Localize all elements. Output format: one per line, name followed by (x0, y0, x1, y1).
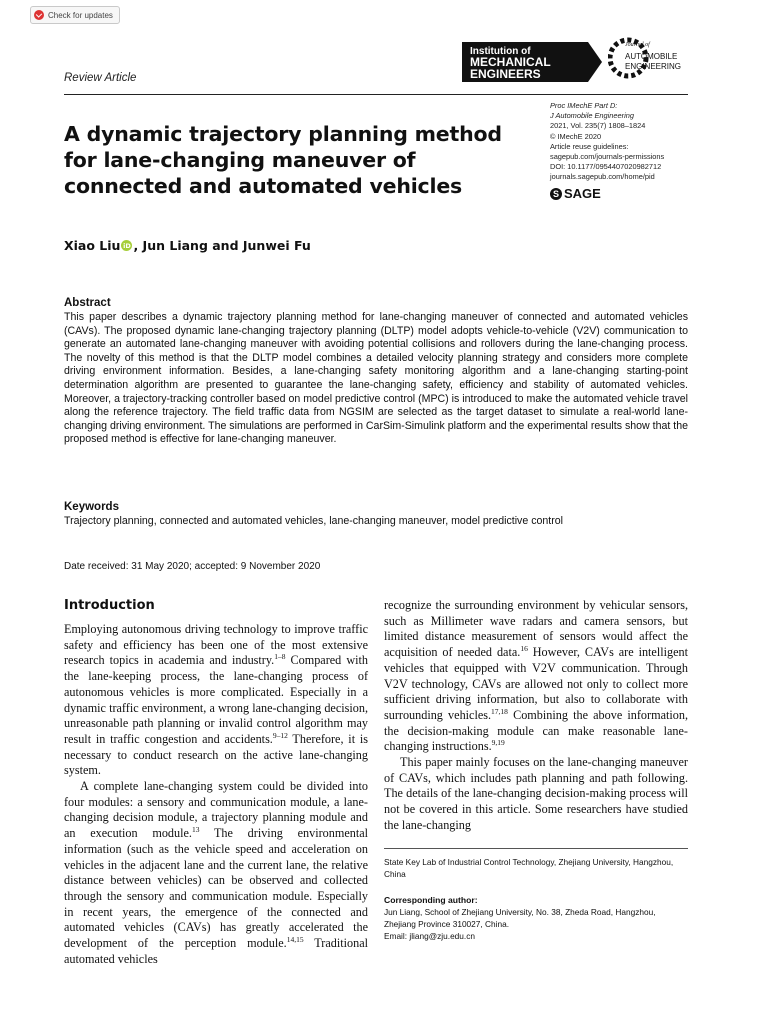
citation-ref[interactable]: 9,19 (491, 738, 505, 748)
journal-logo-line-2: AUTOMOBILE (625, 52, 678, 61)
article-dates: Date received: 31 May 2020; accepted: 9 November 2020 (64, 561, 321, 572)
paragraph (64, 622, 368, 779)
citation-ref[interactable]: 17,18 (491, 706, 508, 716)
author-list (64, 238, 311, 253)
corresponding-author-details (384, 906, 688, 942)
citation-ref[interactable]: 9–12 (272, 730, 288, 740)
author-rest: , Jun Liang and Junwei Fu (133, 238, 311, 253)
body-column-right (384, 598, 688, 834)
text-run: Therefore, it is necessary to conduct research on the active lane-changing system. (64, 731, 369, 778)
citation-ref[interactable]: 1–8 (274, 652, 286, 662)
keywords-text: Trajectory planning, connected and automated vehicles, lane-changing maneuver, model predictive control (64, 515, 563, 527)
journal-home-link[interactable]: journals.sagepub.com/home/pid (550, 172, 655, 182)
corresponding-author-address: Jun Liang, School of Zhejiang University, No. 38, Zheda Road, Hangzhou, Zhejiang Province 310027, China. (384, 907, 656, 929)
text-run: The driving environmental information (such as the vehicle speed and acceleration on vehicles in the adjacent lane and the current lane, the relative distance between vehicles) can be observed and collected through the sensory and communication module. Especially in recent years, the emergence of the connected and automated vehicles (CAVs) has greatly accelerated the development of the perception module. (64, 826, 369, 951)
logo-line-1: Institution of (470, 46, 531, 57)
imeche-logo (462, 40, 602, 84)
affiliation-note: State Key Lab of Industrial Control Technology, Zhejiang University, Hangzhou, China (384, 857, 674, 879)
citation-ref[interactable]: 13 (191, 825, 200, 835)
journal-info-line: J Automobile Engineering (550, 111, 634, 121)
sage-logo (550, 186, 601, 201)
citation-ref[interactable]: 16 (520, 644, 528, 654)
keywords-heading: Keywords (64, 501, 119, 513)
article-title: A dynamic trajectory planning method for lane-changing maneuver of connected and automated vehicles (64, 122, 502, 198)
journal-logo-line-1: Journal of (625, 42, 650, 48)
check-for-updates-badge[interactable] (30, 6, 120, 24)
text-run: Traditional automated vehicles (64, 936, 368, 966)
journal-logo-line-3: ENGINEERING (625, 62, 682, 71)
journal-info-line: © IMechE 2020 (550, 131, 602, 141)
automobile-engineering-logo (608, 32, 692, 84)
sage-s-icon: S (550, 188, 562, 200)
sage-logo-text: SAGE (564, 186, 601, 201)
footnote-rule (384, 848, 688, 849)
check-icon (34, 10, 44, 20)
paragraph: This paper mainly focuses on the lane-changing maneuver of CAVs, which includes path planning and path following. The details of the lane-changing decision-making process will not be covered in this article. Some researchers have studied the lane-changing (384, 755, 688, 832)
logo-line-3: ENGINEERS (470, 67, 541, 81)
text-run: Combining the above information, the decision-making module can make reasonable lane-changing instructions. (384, 707, 688, 754)
article-type-label: Review Article (64, 72, 137, 84)
citation-ref[interactable]: 14,15 (286, 935, 304, 944)
corresponding-author-email[interactable]: Email: jliang@zju.edu.cn (384, 931, 475, 941)
orcid-icon[interactable]: iD (123, 241, 131, 250)
journal-info-line: Proc IMechE Part D: (550, 101, 618, 110)
abstract-heading: Abstract (64, 297, 111, 309)
paragraph (384, 598, 688, 755)
author-first[interactable]: Xiao Liu (64, 238, 121, 253)
journal-info (550, 101, 690, 183)
check-for-updates-label: Check for updates (48, 10, 113, 20)
text-run: Employing autonomous driving technology to improve traffic safety and efficiency has been one of the most extensive research topics in academia and industry. (64, 622, 368, 668)
corresponding-author-heading: Corresponding author: (384, 895, 478, 905)
abstract-text: This paper describes a dynamic trajectory planning method for lane-changing maneuver of connected and automated vehicles (CAVs). The proposed dynamic lane-changing trajectory planning (DLTP) model adopts vehicle-to-vehicle (V2V) communication to generate an automated lane-changing maneuver with avoiding potential collisions and rollovers during the lane-changing process. The novelty of this method is that the DLTP model combines a detailed velocity planning strategy and considers more complete driving environment information. Besides, a lane-changing safety monitoring algorithm and a lane-changing starting-point determination algorithm are presented to guarantee the lane-changing safety, efficiency and stability of automated vehicles. Moreover, a trajectory-tracking controller based on model predictive control (MPC) is introduced to make the automated vehicle travel along the reference trajectory. The field traffic data from NGSIM are selected as the target dataset to simulate a real-world lane-changing driving environment. The simulations are performed in CarSim-Simulink platform and the experimental results show that the proposed method is effective for lane-changing maneuver. (64, 311, 688, 446)
paragraph (64, 779, 368, 967)
text-run: recognize the surrounding environment by vehicular sensors, such as Millimeter wave radars and camera sensors, but limited distance measurement of sensors would affect the acquisition of needed data. (384, 598, 688, 660)
introduction-heading: Introduction (64, 598, 155, 613)
text-run: However, CAVs are intelligent vehicles that equipped with V2V communication. Through V2V technology, CAVs are allowed not only to collect more sufficient driving information, but also to collaborate with surrounding vehicles. (384, 645, 688, 722)
header-rule (64, 94, 688, 95)
text-run: A complete lane-changing system could be divided into four modules: a sensory and communication module, a lane-changing decision module, a trajectory planning module and an execution module. (64, 779, 368, 841)
doi-link[interactable]: DOI: 10.1177/0954407020982712 (550, 162, 662, 172)
text-run: Compared with the lane-keeping process, the lane-changing process of autonomous vehicles is more complicated. Especially in a dynamic traffic environment, a wrong lane-changing decision, unreasonable path planning or invalid control algorithm may result in traffic congestion and accidents. (64, 653, 368, 746)
permissions-link[interactable]: sagepub.com/journals-permissions (550, 152, 665, 162)
journal-info-line: 2021, Vol. 235(7) 1808–1824 (550, 121, 646, 131)
logo-line-2: MECHANICAL (470, 55, 551, 69)
body-column-left (64, 622, 368, 967)
journal-info-line: Article reuse guidelines: (550, 141, 629, 151)
